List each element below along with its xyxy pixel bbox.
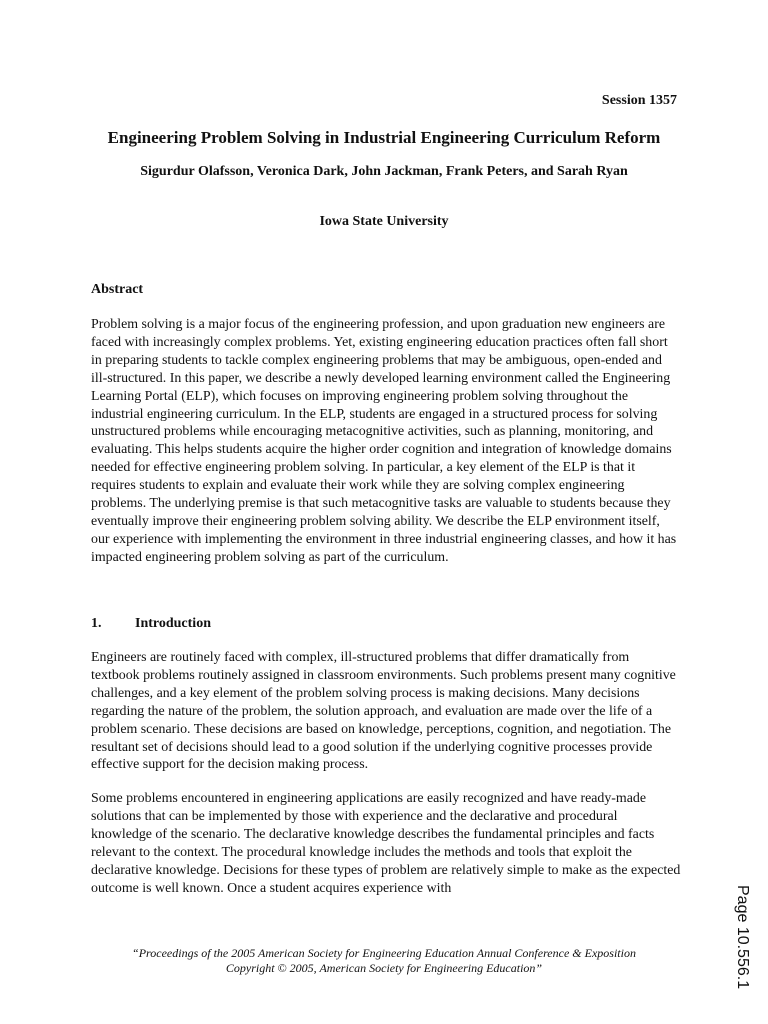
section-number: 1. — [91, 616, 102, 631]
abstract-heading: Abstract — [91, 282, 144, 297]
abstract-text: Problem solving is a major focus of the engineering profession, and upon graduation new engineers are faced with increasingly complex problems. Yet, existing engineering education practices often fall short in preparing students to tackle complex engineering problems that may be ambiguous, open-ended and ill-structured. In this paper, we describe a newly developed learning environment called the Engineering Learning Portal (ELP), which focuses on improving engineering problem solving throughout the industrial engineering curriculum. In the ELP, students are engaged in a structured process for solving unstructured problems while encouraging metacognitive activities, such as planning, monitoring, and evaluating. This helps students acquire the higher order cognition and integration of knowledge domains needed for effective engineering problem solving. In particular, a key element of the ELP is that it requires students to explain and evaluate their work while they are solving complex engineering problems. The underlying premise is that such metacognitive tasks are valuable to students because they eventually improve their engineering problem solving ability. We describe the ELP environment itself, our experience with implementing the environment in three industrial engineering classes, and how it has impacted engineering problem solving as part of the curriculum. — [91, 317, 677, 565]
footer-line-2: Copyright © 2005, American Society for Engineering Education” — [225, 961, 543, 975]
intro-paragraph-1: Engineers are routinely faced with complex, ill-structured problems that differ dramatically from textbook problems routinely assigned in classroom environments. Such problems present many cognitive challenges, and a key element of the problem solving process is making decisions. Many decisions regarding the nature of the problem, the solution approach, and evaluation are made over the life of a problem scenario. These decisions are based on knowledge, perceptions, cognition, and negotiation. The resultant set of decisions should lead to a good solution if the underlying cognitive processes provide effective support for the decision making process. — [91, 650, 676, 773]
session-number: Session 1357 — [601, 93, 677, 108]
proceedings-footer — [0, 946, 768, 976]
footer-line-1: “Proceedings of the 2005 American Society for Engineering Education Annual Conference & Exposition — [132, 946, 636, 960]
page-number-label: Page 10.556.1 — [734, 885, 751, 990]
affiliation: Iowa State University — [319, 214, 449, 229]
section-title: Introduction — [135, 616, 211, 631]
paper-title: Engineering Problem Solving in Industrial Engineering Curriculum Reform — [107, 128, 661, 147]
author-list: Sigurdur Olafsson, Veronica Dark, John Jackman, Frank Peters, and Sarah Ryan — [140, 164, 628, 179]
intro-paragraph-2: Some problems encountered in engineering applications are easily recognized and have ready-made solutions that can be implemented by those with experience and the declarative and procedural knowledge of the scenario. The declarative knowledge describes the fundamental principles and facts relevant to the context. The procedural knowledge includes the methods and tools that exploit the declarative knowledge. Decisions for these types of problem are relatively simple to make as the expected outcome is well known. Once a student acquires experience with — [91, 791, 681, 896]
introduction-heading — [91, 616, 211, 632]
